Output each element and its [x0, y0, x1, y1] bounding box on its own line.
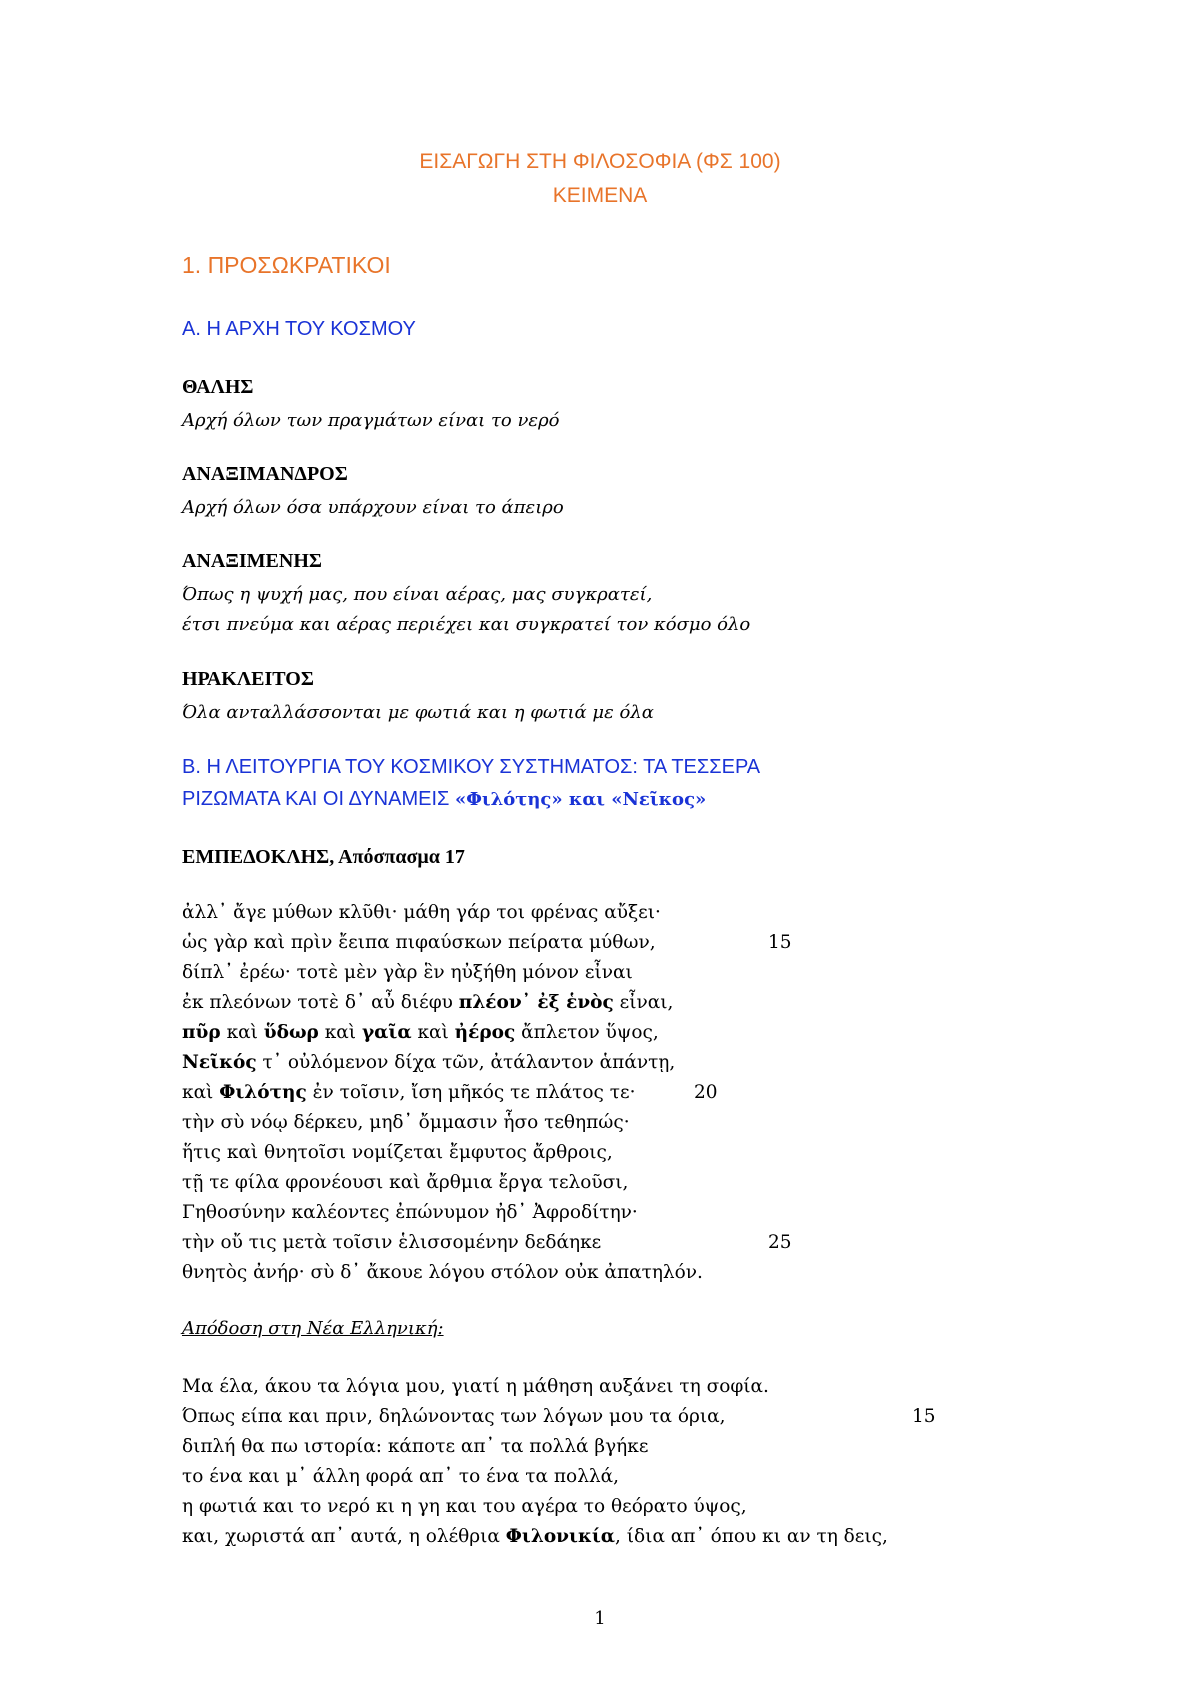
- philosopher-quote: έτσι πνεύμα και αέρας περιέχει και συγκρατεί τον κόσμο όλο: [182, 614, 751, 635]
- line-number: 15: [768, 932, 792, 953]
- greek-line: τὴν οὔ τις μετὰ τοῖσιν ἑλισσομένην δεδάηκε: [182, 1232, 602, 1253]
- greek-line: ἐκ πλεόνων τοτὲ δ᾽ αὖ διέφυ πλέον᾽ ἐξ ἑνὸς εἶναι,: [182, 992, 674, 1013]
- section-heading: 1. ΠΡΟΣΩΚΡΑΤΙΚΟΙ: [182, 252, 391, 278]
- greek-line: δίπλ᾽ ἐρέω· τοτὲ μὲν γὰρ ἓν ηὐξήθη μόνον εἶναι: [182, 962, 633, 983]
- greek-line: καὶ Φιλότης ἐν τοῖσιν, ἴση μῆκός τε πλάτος τε·: [182, 1082, 636, 1103]
- greek-line: ὡς γὰρ καὶ πρὶν ἔειπα πιφαύσκων πείρατα μύθων,: [182, 932, 656, 953]
- greek-line: ἀλλ᾽ ἄγε μύθων κλῦθι· μάθη γάρ τοι φρένας αὔξει·: [182, 902, 661, 923]
- line-number: 20: [694, 1082, 718, 1103]
- greek-line: ἥτις καὶ θνητοῖσι νομίζεται ἔμφυτος ἄρθροις,: [182, 1142, 613, 1163]
- subsection-heading-b-line2: ΡΙΖΩΜΑΤΑ ΚΑΙ ΟΙ ΔΥΝΑΜΕΙΣ «Φιλότης» και «Νεῖκος»: [182, 788, 707, 810]
- philosopher-name: ΗΡΑΚΛΕΙΤΟΣ: [182, 668, 314, 690]
- document-title: ΕΙΣΑΓΩΓΗ ΣΤΗ ΦΙΛΟΣΟΦΙΑ (ΦΣ 100): [419, 150, 781, 173]
- modern-line: η φωτιά και το νερό κι η γη και του αγέρα το θεόρατο ύψος,: [182, 1496, 747, 1517]
- philosopher-quote: Αρχή όλων όσα υπάρχουν είναι το άπειρο: [182, 497, 564, 518]
- modern-line: Όπως είπα και πριν, δηλώνοντας των λόγων μου τα όρια,: [182, 1406, 726, 1427]
- philosopher-name: ΘΑΛΗΣ: [182, 376, 254, 398]
- greek-line: τὴν σὺ νόῳ δέρκευ, μηδ᾽ ὄμμασιν ἧσο τεθηπώς·: [182, 1112, 630, 1133]
- philosopher-name: ΑΝΑΞΙΜΕΝΗΣ: [182, 550, 322, 572]
- document-subtitle: ΚΕΙΜΕΝΑ: [552, 184, 648, 207]
- philosopher-quote: Αρχή όλων των πραγμάτων είναι το νερό: [182, 410, 560, 431]
- philosopher-name: ΑΝΑΞΙΜΑΝΔΡΟΣ: [182, 463, 348, 485]
- greek-line: Νεῖκός τ᾽ οὐλόμενον δίχα τῶν, ἀτάλαντον ἁπάντῃ,: [182, 1052, 676, 1073]
- modern-line: διπλή θα πω ιστορία: κάποτε απ᾽ τα πολλά βγήκε: [182, 1436, 649, 1457]
- subsection-heading-a: Α. Η ΑΡΧΗ ΤΟΥ ΚΟΣΜΟΥ: [182, 318, 416, 340]
- modern-line: και, χωριστά απ᾽ αυτά, η ολέθρια Φιλονικία, ίδια απ᾽ όπου κι αν τη δεις,: [182, 1526, 888, 1547]
- modern-line: Μα έλα, άκου τα λόγια μου, γιατί η μάθηση αυξάνει τη σοφία.: [182, 1376, 769, 1397]
- page-number: 1: [594, 1608, 606, 1629]
- modern-line: το ένα και μ᾽ άλλη φορά απ᾽ το ένα τα πολλά,: [182, 1466, 620, 1487]
- greek-line: θνητὸς ἀνήρ· σὺ δ᾽ ἄκουε λόγου στόλον οὐκ ἀπατηλόν.: [182, 1262, 703, 1283]
- subsection-heading-b: Β. Η ΛΕΙΤΟΥΡΓΙΑ ΤΟΥ ΚΟΣΜΙΚΟΥ ΣΥΣΤΗΜΑΤΟΣ: ΤΑ ΤΕΣΣΕΡΑ: [182, 756, 761, 778]
- line-number: 25: [768, 1232, 792, 1253]
- fragment-title: ΕΜΠΕΔΟΚΛΗΣ, Απόσπασμα 17: [182, 846, 465, 868]
- line-number: 15: [912, 1406, 936, 1427]
- greek-line: τῇ τε φίλα φρονέουσι καὶ ἄρθμια ἔργα τελοῦσι,: [182, 1172, 629, 1193]
- greek-line: πῦρ καὶ ὕδωρ καὶ γαῖα καὶ ἠέρος ἄπλετον ὕψος,: [182, 1022, 659, 1043]
- translation-heading: Απόδοση στη Νέα Ελληνική:: [182, 1318, 444, 1339]
- philosopher-quote: Όπως η ψυχή μας, που είναι αέρας, μας συγκρατεί,: [182, 584, 653, 605]
- philosopher-quote: Όλα ανταλλάσσονται με φωτιά και η φωτιά με όλα: [182, 702, 654, 723]
- greek-line: Γηθοσύνην καλέοντες ἐπώνυμον ἠδ᾽ Ἀφροδίτην·: [182, 1202, 638, 1223]
